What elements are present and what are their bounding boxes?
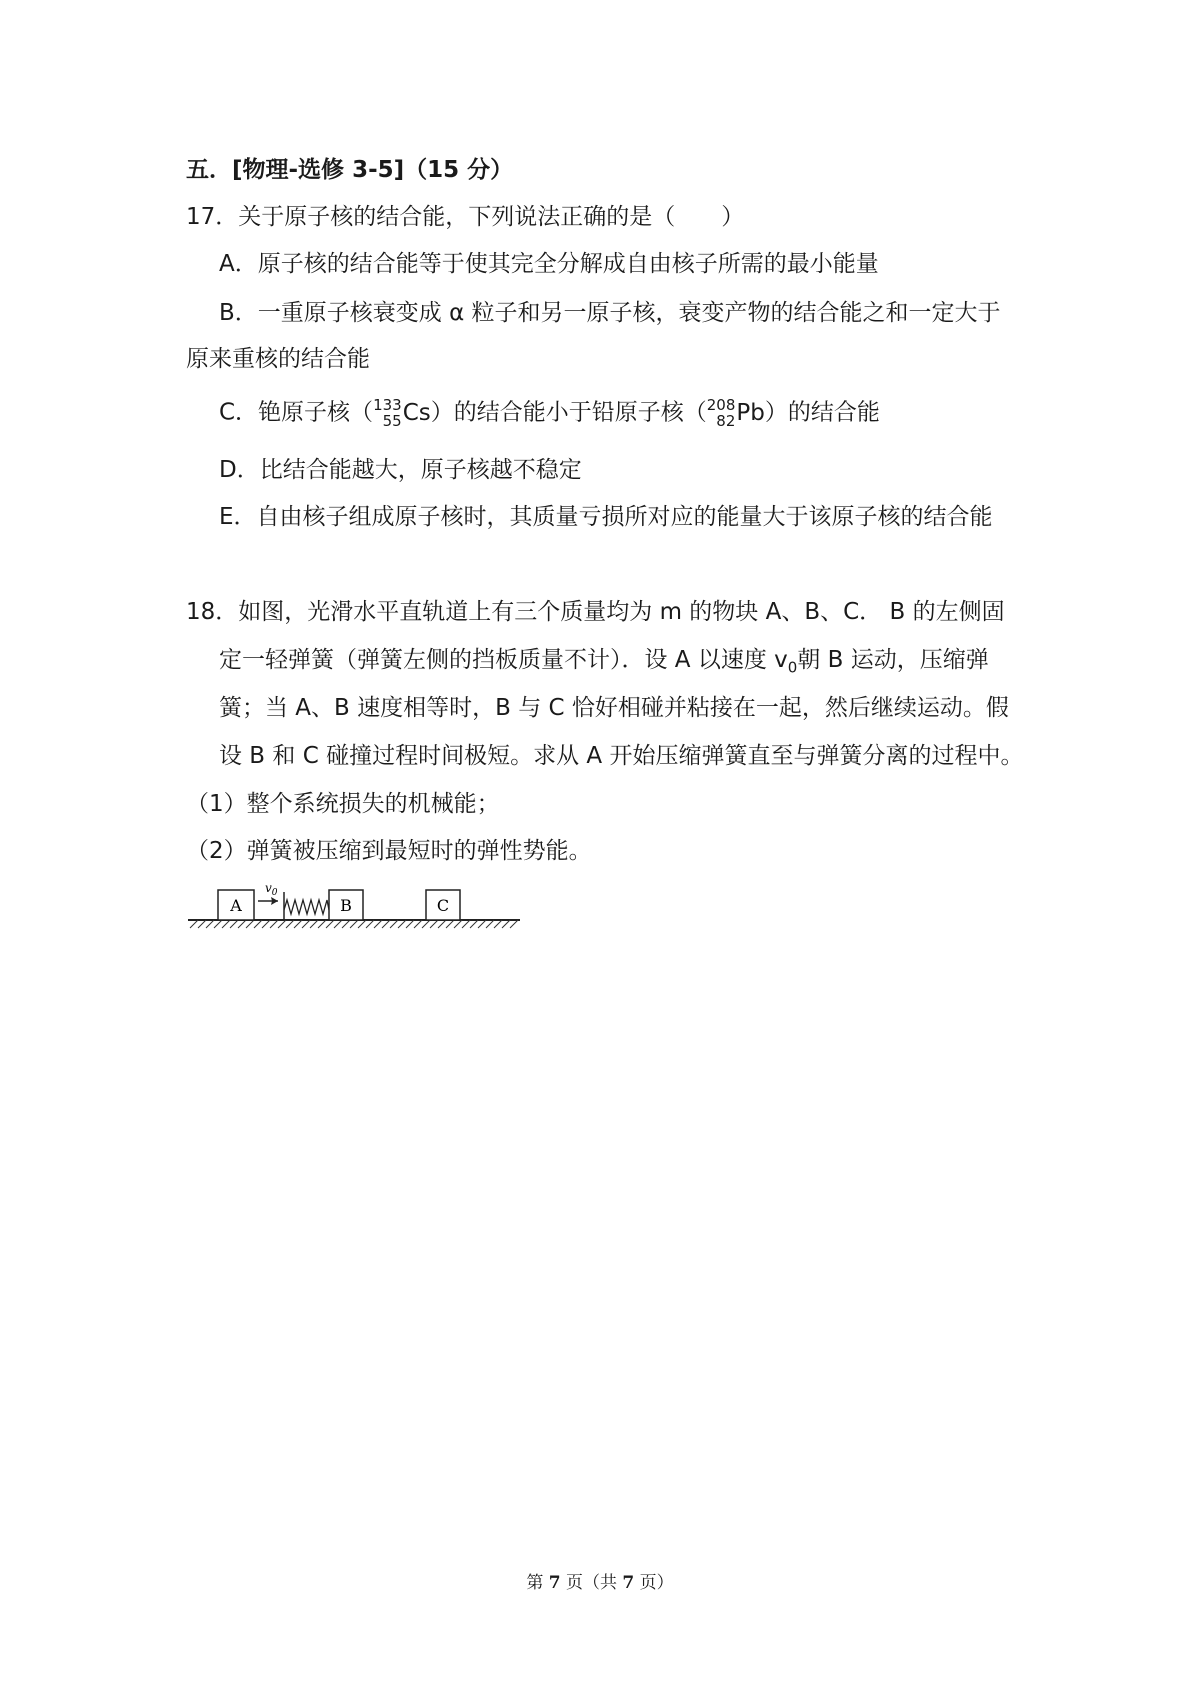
option-c-prefix: C．铯原子核（ bbox=[219, 399, 374, 426]
v0-subscript: 0 bbox=[787, 658, 798, 677]
cs-symbol: Cs bbox=[402, 400, 431, 426]
q18-line4: 设 B 和 C 碰撞过程时间极短。求从 A 开始压缩弹簧直至与弹簧分离的过程中。 bbox=[219, 743, 1024, 769]
footer-prefix: 第 bbox=[526, 1573, 549, 1593]
q17-option-e: E．自由核子组成原子核时，其质量亏损所对应的能量大于该原子核的结合能 bbox=[219, 504, 993, 530]
q18-part2: （2）弹簧被压缩到最短时的弹性势能。 bbox=[186, 838, 592, 864]
q17-stem: 17．关于原子核的结合能，下列说法正确的是（ ） bbox=[186, 204, 745, 230]
velocity-arrow-icon bbox=[271, 897, 278, 905]
spring bbox=[284, 900, 329, 914]
cs-atomic-number: 55 bbox=[382, 412, 402, 430]
q18-line1: 18．如图，光滑水平直轨道上有三个质量均为 m 的物块 A、B、C． B 的左侧固 bbox=[186, 599, 1005, 625]
pb-atomic-number: 82 bbox=[716, 412, 736, 430]
velocity-label bbox=[265, 881, 278, 898]
q18-line2 bbox=[219, 645, 989, 683]
velocity-subscript: 0 bbox=[271, 888, 278, 898]
cs-mass-number: 133 bbox=[373, 396, 402, 414]
ground-hatching bbox=[190, 920, 518, 928]
page-footer bbox=[0, 1568, 1200, 1593]
block-a-label: A bbox=[230, 896, 242, 915]
pb-mass-number: 208 bbox=[706, 396, 736, 414]
section-header: 五．[物理-选修 3-5]（15 分） bbox=[186, 157, 514, 183]
block-b-label: B bbox=[340, 896, 352, 915]
footer-page-number: 7 bbox=[548, 1573, 561, 1593]
pb-symbol: Pb bbox=[736, 400, 765, 426]
q18-line2-post: 朝 B 运动，压缩弹 bbox=[797, 647, 989, 673]
q18-part1: （1）整个系统损失的机械能； bbox=[186, 791, 500, 817]
footer-suffix: 页） bbox=[634, 1573, 674, 1593]
q17-option-c bbox=[219, 397, 880, 429]
q17-option-b-line2: 原来重核的结合能 bbox=[186, 346, 370, 372]
q18-line2-pre: 定一轻弹簧（弹簧左侧的挡板质量不计）．设 A 以速度 v bbox=[219, 647, 788, 673]
cesium-isotope bbox=[373, 397, 431, 429]
velocity-symbol: v bbox=[265, 881, 272, 895]
block-c-label: C bbox=[436, 896, 450, 915]
option-c-suffix: ）的结合能 bbox=[764, 399, 880, 426]
footer-total-pages: 7 bbox=[622, 1573, 635, 1593]
lead-isotope bbox=[707, 397, 765, 429]
q17-option-a: A．原子核的结合能等于使其完全分解成自由核子所需的最小能量 bbox=[219, 251, 879, 277]
q17-option-d: D．比结合能越大，原子核越不稳定 bbox=[219, 457, 582, 483]
q18-line3: 簧；当 A、B 速度相等时，B 与 C 恰好相碰并粘接在一起，然后继续运动。假 bbox=[219, 695, 1009, 721]
blocks-spring-figure bbox=[186, 876, 526, 936]
q17-option-b-line1: B．一重原子核衰变成 α 粒子和另一原子核，衰变产物的结合能之和一定大于 bbox=[219, 300, 1001, 326]
option-c-middle: ）的结合能小于铅原子核（ bbox=[430, 399, 707, 426]
footer-middle: 页（共 bbox=[560, 1573, 623, 1593]
